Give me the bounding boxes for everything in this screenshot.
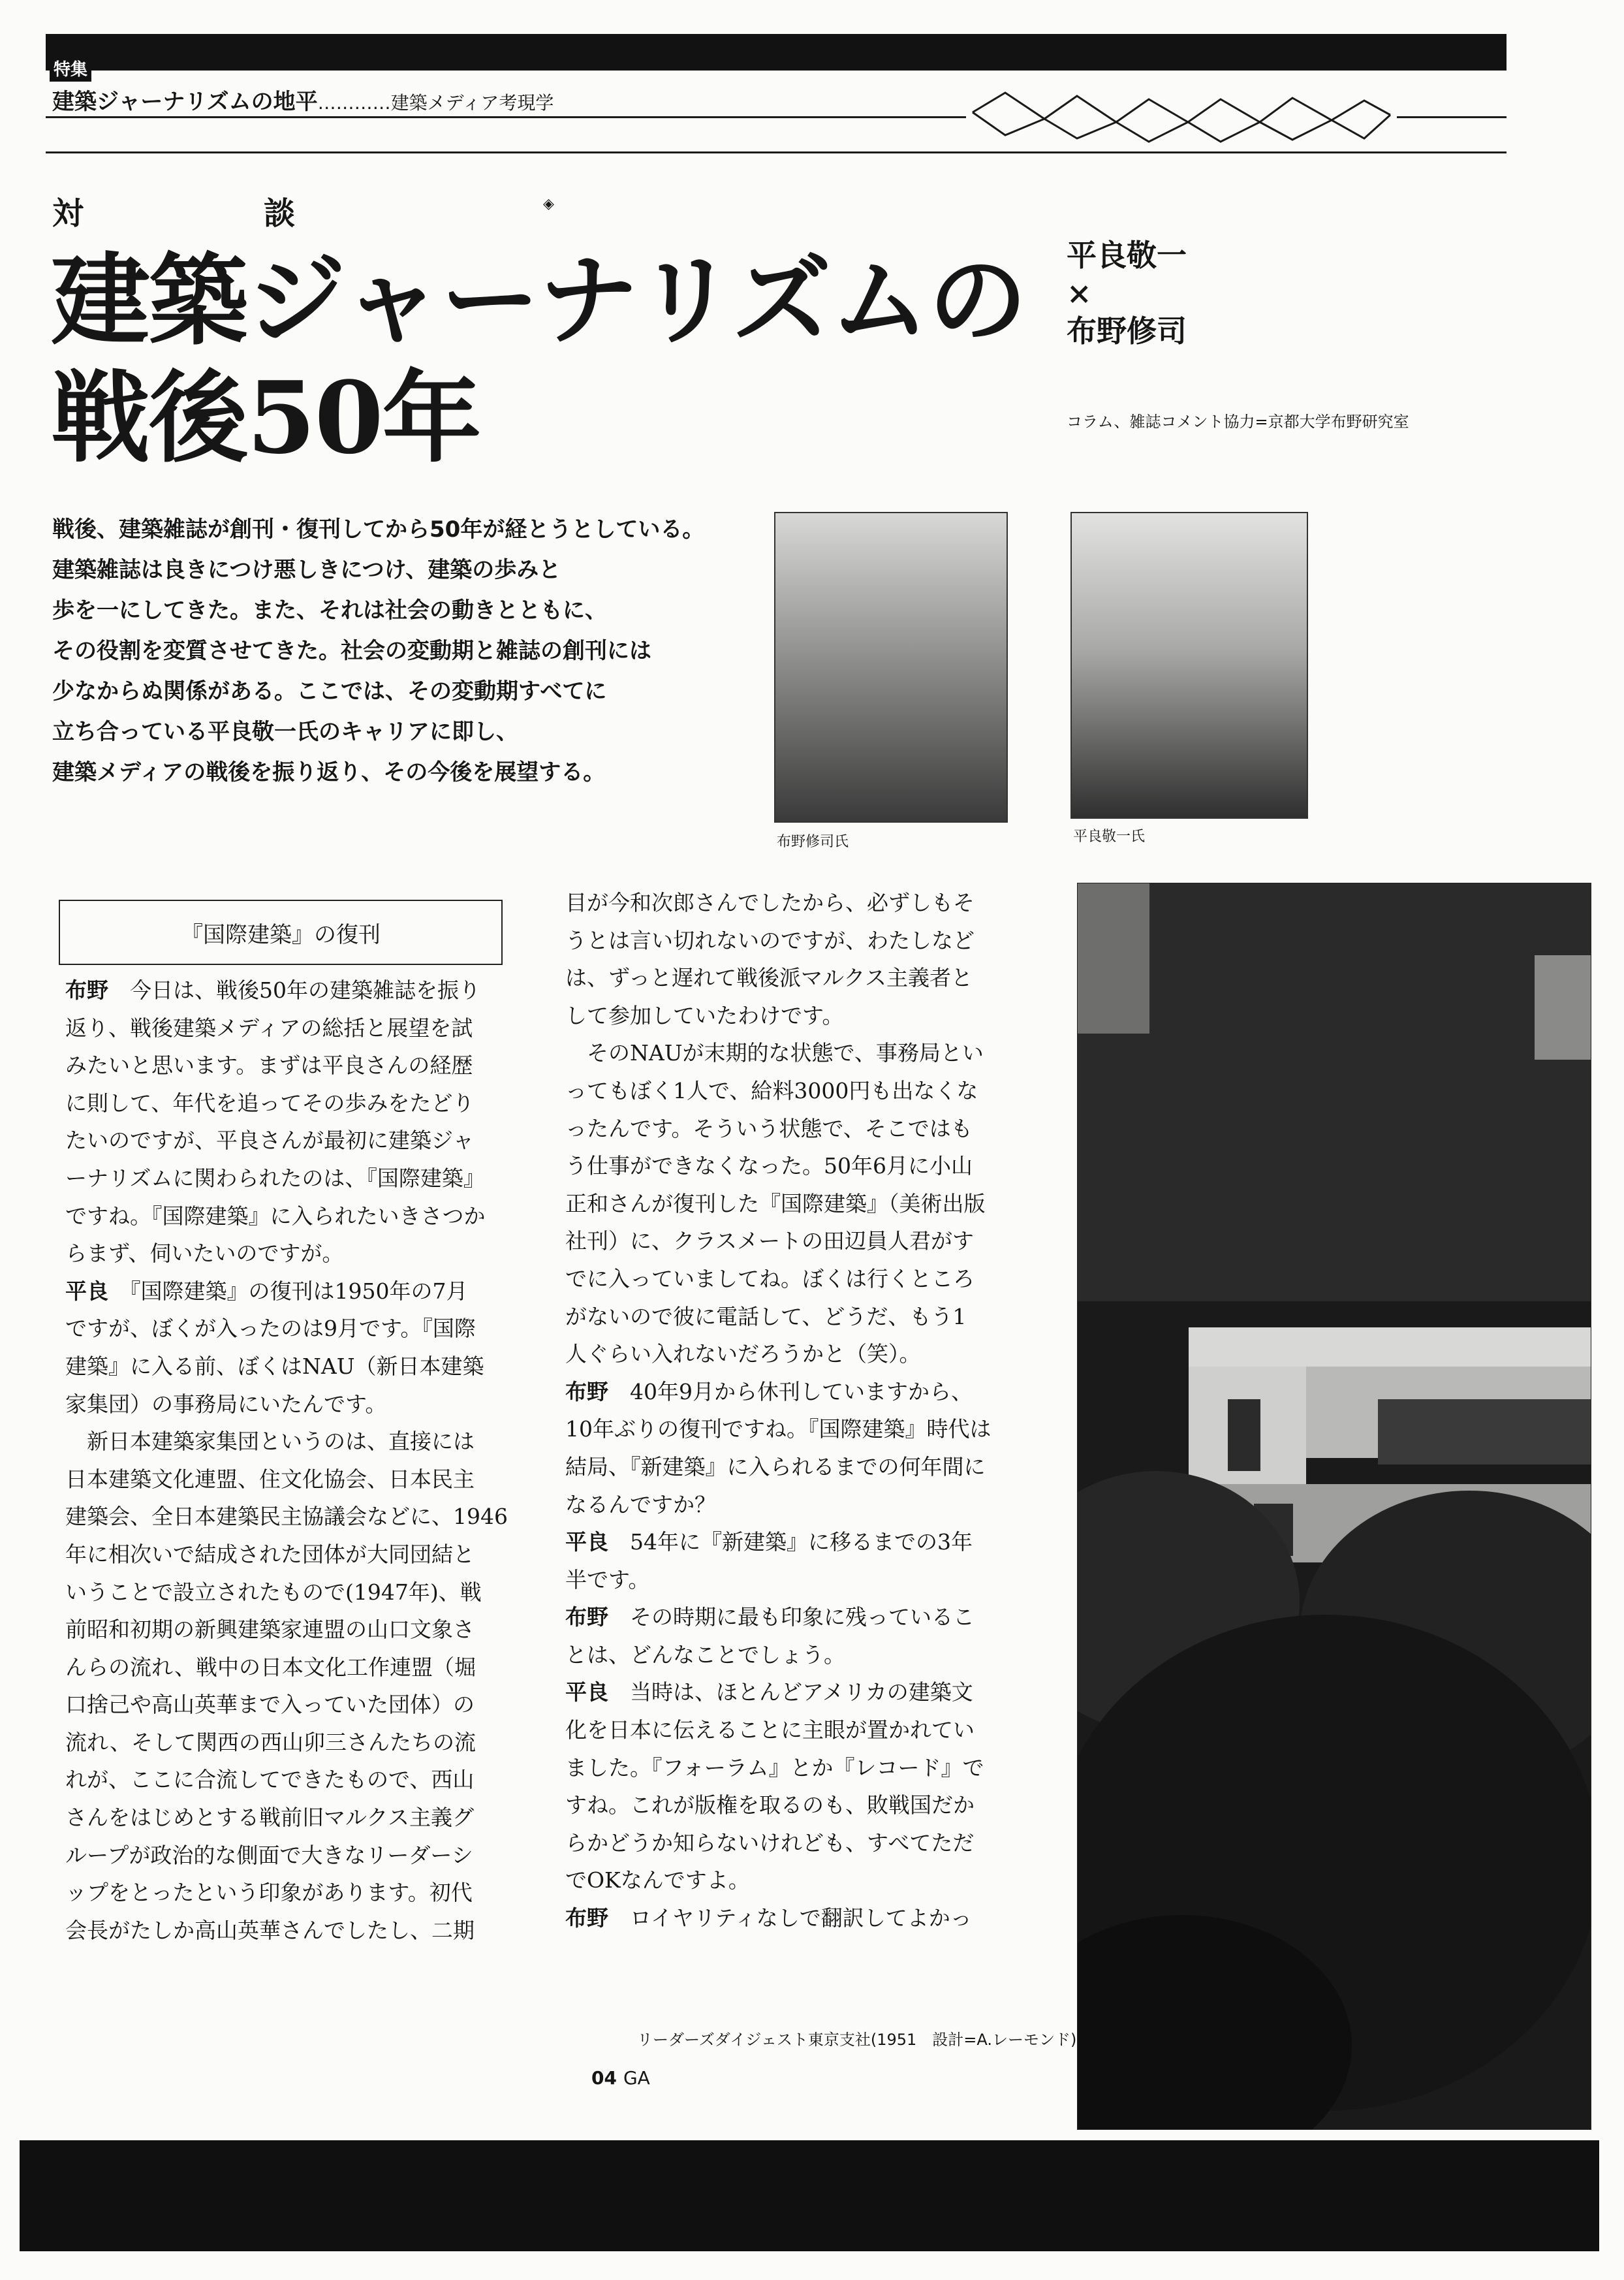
participant-2: 布野修司: [1067, 313, 1187, 349]
credit-line: コラム、雑誌コメント協力=京都大学布野研究室: [1067, 413, 1409, 431]
text-line: ですね。『国際建築』に入られたいきさつか: [65, 1203, 486, 1229]
lead-line: 建築メディアの戦後を振り返り、その今後を展望する。: [52, 759, 606, 785]
title-line-2: 戦後50年: [51, 359, 480, 476]
text-line: さんをはじめとする戦前旧マルクス主義グ: [65, 1805, 475, 1831]
text-line: に則して、年代を追ってその歩みをたどり: [65, 1090, 475, 1116]
series-dots: …………: [317, 92, 391, 114]
lead-line: その役割を変質させてきた。社会の変動期と雑誌の創刊には: [52, 638, 651, 664]
text-line: そのNAUが末期的な状態で、事務局とい: [565, 1040, 984, 1066]
text-line: 布野 ロイヤリティなしで翻訳してよかっ: [565, 1905, 972, 1931]
body-column-1: [65, 972, 508, 1949]
text-line: ーナリズムに関わられたのは、『国際建築』: [65, 1165, 485, 1191]
text-line: いうことで設立されたもので(1947年)、戦: [65, 1579, 482, 1605]
header-band: [46, 34, 1507, 71]
building-illustration: [1078, 883, 1591, 2129]
header-rule-right: [1397, 116, 1507, 118]
series-title: [52, 84, 554, 116]
text-line: がないので彼に電話して、どうだ、もう1: [565, 1303, 967, 1329]
text-line: 年に相次いで結成された団体が大同団結と: [65, 1541, 475, 1567]
text-line: ですが、ぼくが入ったのは9月です。『国際: [65, 1316, 476, 1342]
text-line: して参加していたわけです。: [565, 1002, 844, 1028]
text-line: 家集団）の事務局にいたんです。: [65, 1391, 387, 1417]
text-line: は、ずっと遅れて戦後派マルクス主義者と: [565, 965, 973, 991]
section-heading: 『国際建築』の復刊: [59, 900, 503, 965]
footer-band: [20, 2140, 1599, 2251]
label-left: 対: [52, 195, 88, 232]
lead-line: 歩を一にしてきた。また、それは社会の動きとともに、: [52, 597, 607, 624]
portrait-photo-funo: [774, 512, 1008, 823]
text-line: うとは言い切れないのですが、わたしなど: [565, 927, 975, 953]
series-subtitle: 建築メディア考現学: [390, 92, 554, 114]
lead-line: 戦後、建築雑誌が創刊・復刊してから50年が経とうとしている。: [52, 516, 705, 543]
text-line: 化を日本に伝えることに主眼が置かれてい: [565, 1717, 975, 1743]
text-line: 社刊）に、クラスメートの田辺員人君がす: [565, 1228, 975, 1254]
lead-paragraph: [52, 509, 770, 793]
text-line: ップをとったという印象があります。初代: [65, 1880, 473, 1906]
text-line: たいのですが、平良さんが最初に建築ジャ: [65, 1128, 475, 1154]
lead-line: 少なからぬ関係がある。ここでは、その変動期すべてに: [52, 678, 607, 705]
text-line: 新日本建築家集団というのは、直接には: [65, 1429, 475, 1455]
text-line: 半です。: [565, 1566, 650, 1592]
text-line: ったんです。そういう状態で、そこではも: [565, 1115, 973, 1141]
cross-mark: ×: [1067, 276, 1092, 311]
magazine-name: GA: [623, 2067, 650, 2089]
text-line: らかどうか知らないけれども、すべてただ: [565, 1829, 975, 1856]
text-line: 日本建築文化連盟、住文化協会、日本民主: [65, 1466, 475, 1492]
text-line: 建築』に入る前、ぼくはNAU（新日本建築: [65, 1353, 484, 1379]
text-line: 会長がたしか高山英華さんでしたし、二期: [65, 1917, 475, 1943]
feature-label: 特集: [50, 55, 91, 82]
body-column-2: [565, 884, 992, 1937]
diamond-ornament: ◈: [543, 196, 554, 212]
text-line: 布野 40年9月から休刊していますから、: [565, 1378, 973, 1404]
participant-1: 平良敬一: [1067, 238, 1187, 273]
text-line: う仕事ができなくなった。50年6月に小山: [565, 1153, 973, 1179]
text-line: 10年ぶりの復刊ですね。『国際建築』時代は: [565, 1416, 992, 1442]
lead-line: 建築雑誌は良きにつけ悪しきにつけ、建築の歩みと: [52, 557, 561, 583]
text-line: らまず、伺いたいのですが。: [65, 1241, 344, 1267]
series-title-main: 建築ジャーナリズムの地平: [52, 89, 318, 115]
building-photo: [1077, 883, 1591, 2130]
text-line: とは、どんなことでしょう。: [565, 1641, 845, 1668]
text-line: れが、ここに合流してできたもので、西山: [65, 1767, 475, 1793]
text-line: んらの流れ、戦中の日本文化工作連盟（堀: [65, 1654, 476, 1680]
text-line: 平良 当時は、ほとんどアメリカの建築文: [565, 1679, 973, 1705]
participants: [1067, 236, 1187, 350]
text-line: すね。これが版権を取るのも、敗戦国だか: [565, 1792, 975, 1818]
text-line: ってもぼく1人で、給料3000円も出なくな: [565, 1077, 978, 1103]
text-line: 布野 その時期に最も印象に残っているこ: [565, 1604, 975, 1630]
text-line: でに入っていましてね。ぼくは行くところ: [565, 1265, 975, 1291]
portrait-caption-taira: 平良敬一氏: [1073, 829, 1146, 845]
article-title: [51, 242, 1026, 477]
text-line: 建築会、全日本建築民主協議会などに、1946: [65, 1504, 508, 1530]
text-line: 前昭和初期の新興建築家連盟の山口文象さ: [65, 1617, 475, 1643]
text-line: 口捨己や高山英華まで入っていた団体）の: [65, 1692, 475, 1718]
text-line: 返り、戦後建築メディアの総括と展望を試: [65, 1015, 473, 1041]
text-line: 布野 今日は、戦後50年の建築雑誌を振り: [65, 977, 480, 1003]
text-line: 目が今和次郎さんでしたから、必ずしもそ: [565, 890, 975, 915]
text-line: 流れ、そして関西の西山卯三さんたちの流: [65, 1729, 476, 1755]
portrait-caption-funo: 布野修司氏: [777, 834, 849, 850]
text-line: 結局、『新建築』に入られるまでの何年間に: [565, 1453, 986, 1480]
text-line: でOKなんですよ。: [565, 1867, 750, 1893]
text-line: 平良 『国際建築』の復刊は1950年の7月: [65, 1278, 468, 1304]
page-number: 04: [591, 2067, 617, 2089]
text-line: ました。『フォーラム』とか『レコード』で: [565, 1754, 984, 1781]
building-photo-caption: リーダーズダイジェスト東京支社(1951 設計=A.レーモンド): [637, 2031, 1077, 2049]
title-line-1: 建築ジャーナリズムの: [51, 242, 1026, 358]
article-type-label: [52, 188, 299, 233]
lead-line: 立ち合っている平良敬一氏のキャリアに即し、: [52, 719, 518, 745]
text-line: 正和さんが復刊した『国際建築』（美術出版: [565, 1190, 986, 1216]
text-line: なるんですか？: [565, 1491, 716, 1517]
text-line: みたいと思います。まずは平良さんの経歴: [65, 1053, 473, 1079]
header-rule-top: [46, 116, 966, 118]
label-right: 談: [264, 195, 300, 232]
page-folio: [591, 2067, 650, 2089]
text-line: ループが政治的な側面で大きなリーダーシ: [65, 1842, 473, 1868]
header-rule-bottom: [46, 151, 1507, 153]
text-line: 平良 54年に『新建築』に移るまでの3年: [565, 1529, 973, 1555]
text-line: 人ぐらい入れないだろうかと（笑）。: [565, 1341, 921, 1367]
portrait-photo-taira: [1070, 512, 1308, 819]
header-zigzag-ornament: [966, 86, 1397, 151]
